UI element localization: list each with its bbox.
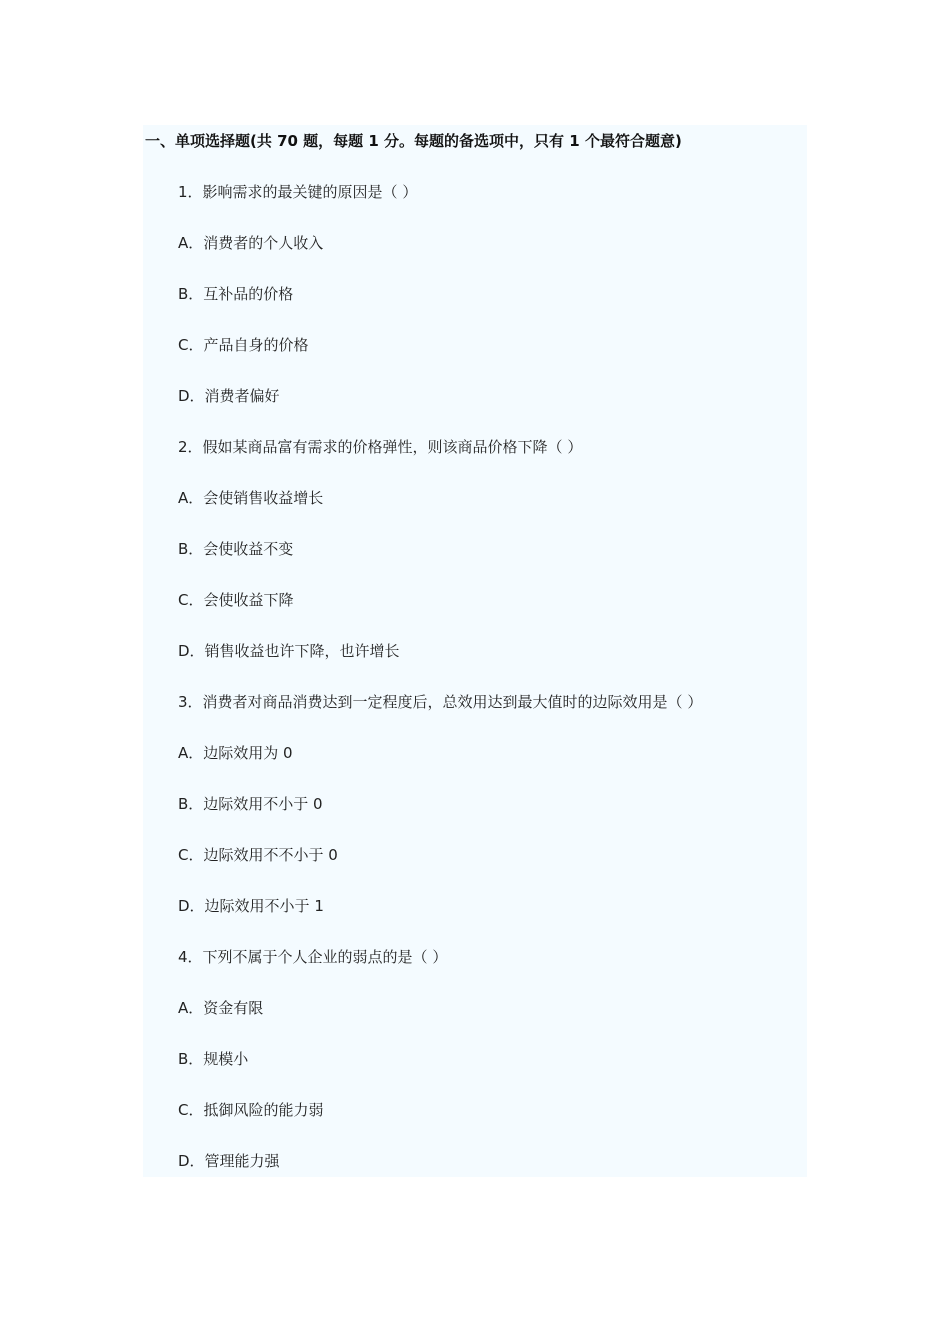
question-2-option-a: A．会使销售收益增长 <box>178 489 324 507</box>
question-3-option-a: A．边际效用为 0 <box>178 744 293 762</box>
question-4-option-a: A．资金有限 <box>178 999 264 1017</box>
question-2-option-c: C．会使收益下降 <box>178 591 294 609</box>
question-1-option-a: A．消费者的个人收入 <box>178 234 324 252</box>
section-heading: 一、单项选择题(共 70 题，每题 1 分。每题的备选项中，只有 1 个最符合题意) <box>145 132 682 150</box>
question-4-option-d: D．管理能力强 <box>178 1152 280 1170</box>
question-4-option-b: B．规模小 <box>178 1050 249 1068</box>
question-3-option-c: C．边际效用不不小于 0 <box>178 846 338 864</box>
question-4-stem: 4．下列不属于个人企业的弱点的是（ ） <box>178 948 448 966</box>
question-1-option-d: D．消费者偏好 <box>178 387 280 405</box>
question-1-stem: 1．影响需求的最关键的原因是（ ） <box>178 183 418 201</box>
question-3-stem: 3．消费者对商品消费达到一定程度后，总效用达到最大值时的边际效用是（ ） <box>178 693 703 711</box>
question-3-option-b: B．边际效用不小于 0 <box>178 795 323 813</box>
question-2-stem: 2．假如某商品富有需求的价格弹性，则该商品价格下降（ ） <box>178 438 583 456</box>
question-1-option-c: C．产品自身的价格 <box>178 336 309 354</box>
question-3-option-d: D．边际效用不小于 1 <box>178 897 324 915</box>
question-4-option-c: C．抵御风险的能力弱 <box>178 1101 324 1119</box>
question-2-option-d: D．销售收益也许下降，也许增长 <box>178 642 400 660</box>
question-1-option-b: B．互补品的价格 <box>178 285 294 303</box>
question-list <box>178 181 702 1201</box>
question-2-option-b: B．会使收益不变 <box>178 540 294 558</box>
